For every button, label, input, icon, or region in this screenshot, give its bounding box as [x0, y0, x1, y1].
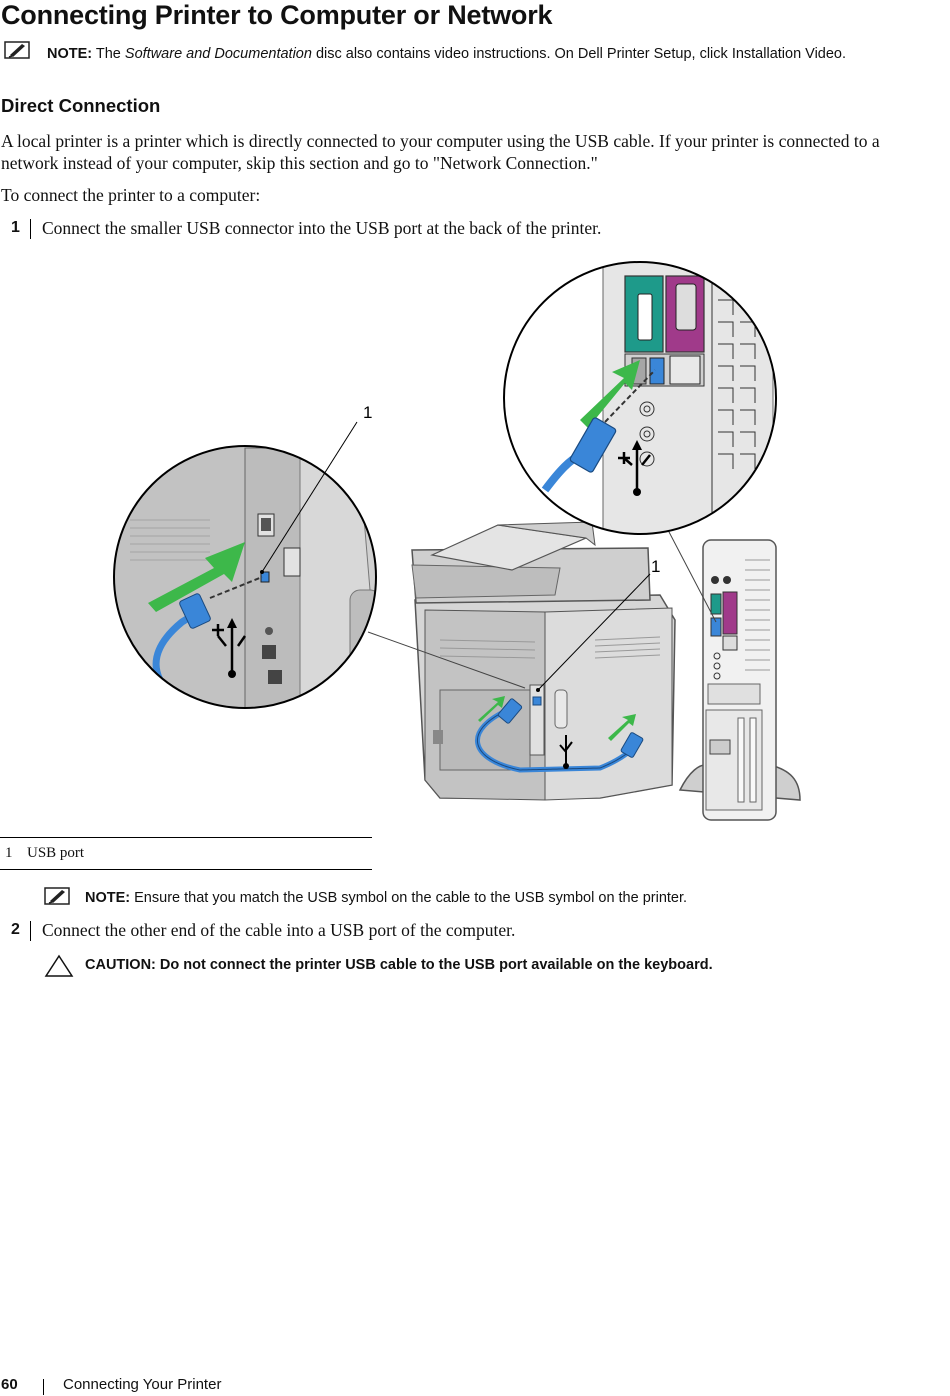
printer-port-detail	[110, 440, 380, 710]
callout-table-label: USB port	[27, 845, 85, 861]
caution-label: CAUTION:	[85, 957, 156, 973]
lead-in-text: To connect the printer to a computer:	[1, 185, 261, 205]
printer-illustration	[412, 522, 675, 800]
step-divider	[30, 921, 31, 941]
step-number: 2	[11, 921, 20, 938]
caution-text	[85, 957, 713, 973]
note-label: NOTE:	[85, 890, 131, 906]
disc-name: Software and Documentation	[124, 46, 312, 62]
installation-video-link[interactable]: Installation Video	[731, 46, 842, 62]
section-heading: Direct Connection	[1, 95, 161, 116]
table-rule-bottom	[0, 869, 372, 870]
note-end: .	[842, 46, 847, 62]
note-label: NOTE:	[47, 46, 93, 62]
step-text: Connect the other end of the cable into a USB port of the computer.	[42, 920, 516, 940]
caution-body: Do not connect the printer USB cable to the USB port available on the keyboard.	[159, 957, 713, 973]
callout-table-number: 1	[5, 845, 13, 861]
note-middle: disc also contains video instructions. On	[315, 46, 574, 62]
callout-number: 1	[651, 557, 661, 576]
note-software-disc	[47, 46, 846, 62]
usb-connection-figure	[0, 260, 950, 830]
caution-icon	[44, 954, 74, 983]
computer-illustration	[680, 540, 800, 820]
footer-divider	[43, 1379, 44, 1395]
note-icon	[4, 40, 30, 65]
chapter-title: Connecting Your Printer	[63, 1376, 222, 1393]
intro-paragraph: A local printer is a printer which is directly connected to your computer using the USB cable. If your printer is connected to a network instead of your computer, skip this section and go to "Network Connection."	[1, 131, 880, 173]
note-text: Ensure that you match the USB symbol on the cable to the USB symbol on the printer.	[134, 890, 688, 906]
note-icon	[44, 886, 70, 911]
step-number: 1	[11, 219, 20, 236]
table-rule-top	[0, 837, 372, 838]
page-title: Connecting Printer to Computer or Network	[1, 0, 553, 30]
dell-printer-setup-link[interactable]: Dell Printer Setup	[577, 46, 692, 62]
step-divider	[30, 219, 31, 239]
step-text: Connect the smaller USB connector into the USB port at the back of the printer.	[42, 218, 602, 238]
note-usb-symbol	[85, 890, 687, 906]
note-comma: , click	[691, 46, 728, 62]
note-prefix: The	[95, 46, 121, 62]
callout-number: 1	[363, 403, 373, 422]
page-number: 60	[1, 1376, 18, 1393]
